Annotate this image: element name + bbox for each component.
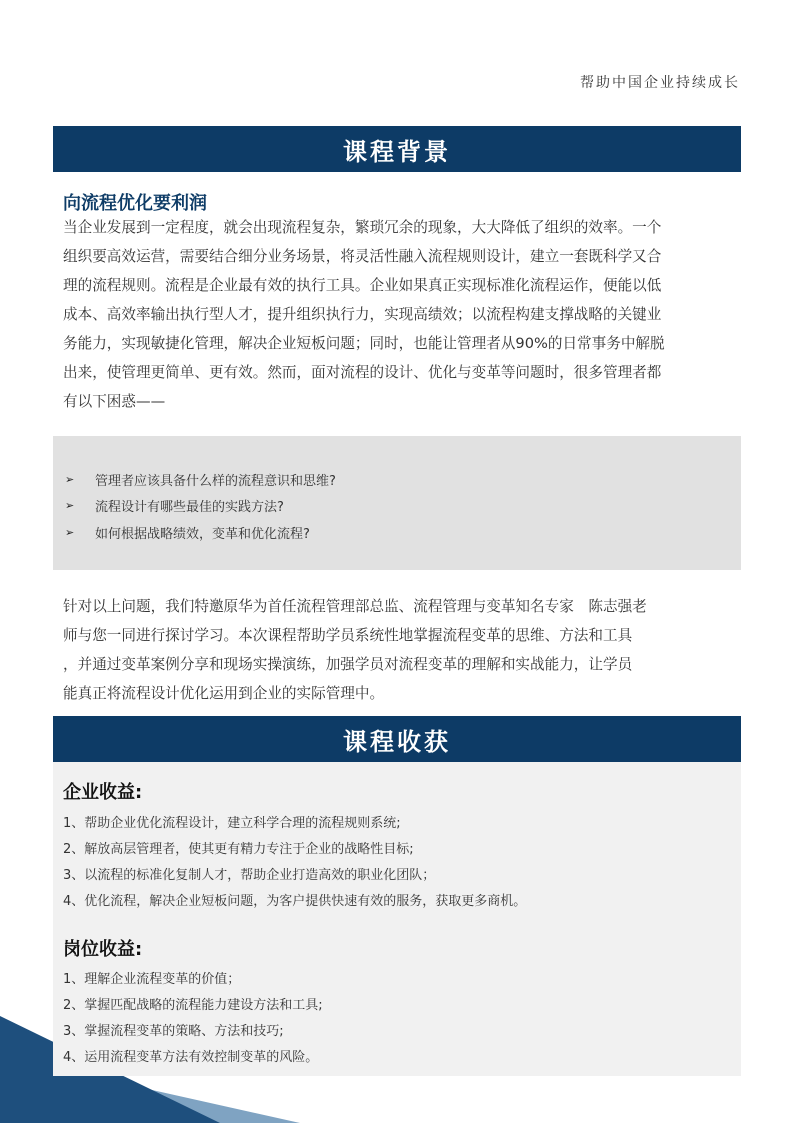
text-line: 当企业发展到一定程度，就会出现流程复杂，繁琐冗余的现象，大大降低了组织的效率。一个 [63, 219, 662, 236]
text-line: 理的流程规则。流程是企业最有效的执行工具。企业如果真正实现标准化流程运作，便能以低 [63, 277, 662, 294]
list-item: 3、以流程的标准化复制人才，帮助企业打造高效的职业化团队； [63, 867, 436, 883]
list-item [65, 493, 336, 520]
list-item: 4、优化流程，解决企业短板问题，为客户提供快速有效的服务，获取更多商机。 [63, 893, 527, 909]
text-line: 能真正将流程设计优化运用到企业的实际管理中。 [63, 685, 385, 702]
text-line: 出来，使管理更简单、更有效。然而，面对流程的设计、优化与变革等问题时，很多管理者都 [63, 364, 662, 381]
tagline: 帮助中国企业持续成长 [580, 75, 740, 91]
section-subtitle: 向流程优化要利润 [63, 193, 207, 214]
text-line: 师与您一同进行探讨学习。本次课程帮助学员系统性地掌握流程变革的思维、方法和工具 [63, 627, 633, 644]
list-item [65, 519, 336, 546]
text-line: 针对以上问题，我们特邀原华为首任流程管理部总监、流程管理与变革知名专家 陈志强老 [63, 598, 647, 615]
list-item: 2、掌握匹配战略的流程能力建设方法和工具; [63, 997, 323, 1013]
list-item: 1、理解企业流程变革的价值； [63, 971, 241, 987]
intro-paragraph [63, 213, 735, 416]
position-gains-list [63, 964, 323, 1068]
list-item: 4、运用流程变革方法有效控制变革的风险。 [63, 1049, 319, 1065]
list-item: 2、解放高层管理者，使其更有精力专注于企业的战略性目标; [63, 841, 414, 857]
text-line: 有以下困惑—— [63, 393, 166, 410]
section-title: 课程背景 [343, 137, 451, 166]
arrow-bullet-icon: ➢ [65, 499, 75, 513]
question-list [65, 466, 336, 546]
closing-paragraph [63, 592, 735, 708]
text-line: 成本、高效率输出执行型人才，提升组织执行力，实现高绩效；以流程构建支撑战略的关键业 [63, 306, 662, 323]
arrow-bullet-icon: ➢ [65, 472, 75, 486]
question-text: 管理者应该具备什么样的流程意识和思维? [95, 473, 336, 489]
list-item: 3、掌握流程变革的策略、方法和技巧; [63, 1023, 284, 1039]
position-gains-title: 岗位收益: [63, 939, 143, 960]
section-header-gains [53, 716, 741, 762]
arrow-bullet-icon: ➢ [65, 525, 75, 539]
section-title: 课程收获 [343, 727, 451, 756]
text-line: 组织要高效运营，需要结合细分业务场景，将灵活性融入流程规则设计，建立一套既科学又合 [63, 248, 662, 265]
list-item: 1、帮助企业优化流程设计，建立科学合理的流程规则系统; [63, 815, 401, 831]
question-text: 流程设计有哪些最佳的实践方法? [95, 500, 284, 516]
enterprise-gains-list [63, 808, 526, 912]
section-header-background [53, 126, 741, 172]
question-text: 如何根据战略绩效，变革和优化流程? [95, 526, 310, 542]
text-line: 务能力，实现敏捷化管理，解决企业短板问题；同时，也能让管理者从90%的日常事务中解脱 [63, 335, 665, 352]
text-line: ，并通过变革案例分享和现场实操演练，加强学员对流程变革的理解和实战能力，让学员 [63, 656, 633, 673]
enterprise-gains-title: 企业收益: [63, 782, 143, 803]
list-item [65, 466, 336, 493]
